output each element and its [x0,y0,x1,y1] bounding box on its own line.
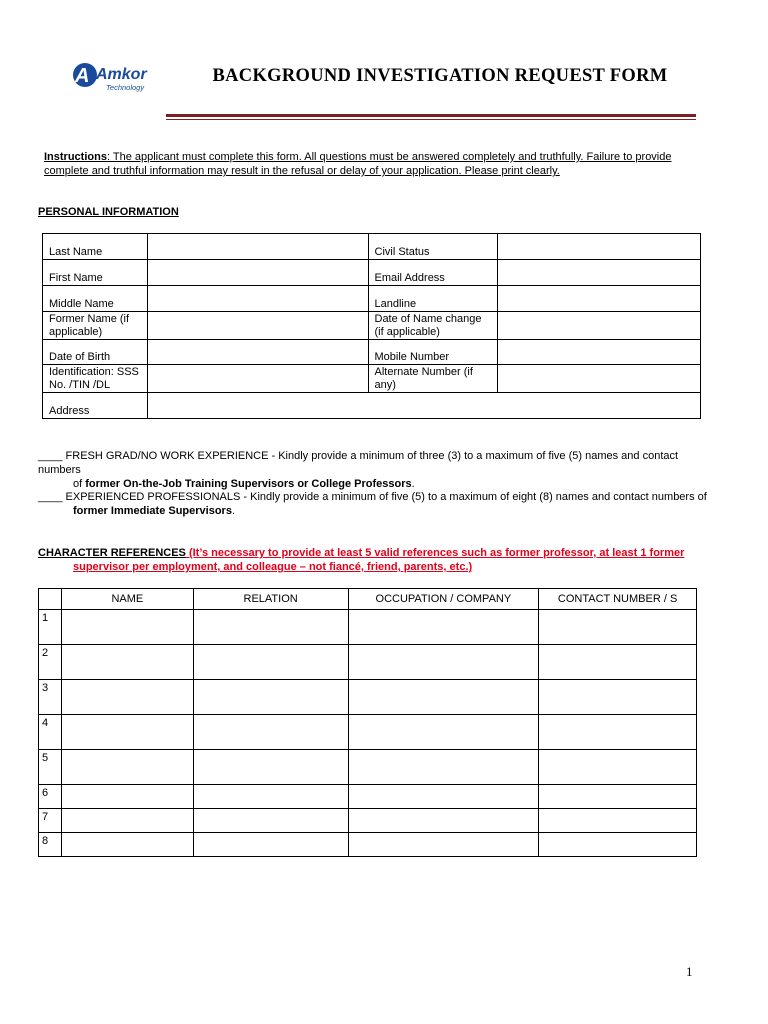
title-rule-thick [166,114,696,117]
ref-col-index [39,589,62,610]
ref-name-cell[interactable] [61,645,193,680]
last-name-field[interactable] [147,234,368,260]
alternate-number-field[interactable] [498,365,701,393]
name-change-date-label: Date of Name change (if applicable) [368,312,498,340]
ref-row-number: 7 [39,809,62,833]
ref-col-name: NAME [61,589,193,610]
ref-occupation-cell[interactable] [348,809,539,833]
address-label: Address [43,393,148,419]
logo-brand-text: Amkor [96,66,147,83]
amkor-logo [72,60,167,96]
character-references-heading [38,546,718,574]
table-row [39,833,697,857]
ref-contact-cell[interactable] [539,833,697,857]
ref-contact-cell[interactable] [539,750,697,785]
ref-row-number: 5 [39,750,62,785]
char-refs-note-2: supervisor per employment, and colleague – not fiancé, friend, parents, etc.) [73,561,473,573]
option-fresh-grad-of: of [73,478,86,490]
ref-col-relation: RELATION [193,589,348,610]
ref-name-cell[interactable] [61,610,193,645]
table-row [43,365,701,393]
table-row [39,610,697,645]
ref-header-row [39,589,697,610]
ref-contact-cell[interactable] [539,785,697,809]
ref-occupation-cell[interactable] [348,785,539,809]
ref-contact-cell[interactable] [539,610,697,645]
option-experienced-period: . [231,505,236,517]
ref-relation-cell[interactable] [193,833,348,857]
address-field[interactable] [147,393,700,419]
former-name-field[interactable] [147,312,368,340]
ref-row-number: 3 [39,680,62,715]
table-row [39,680,697,715]
personal-info-heading: PERSONAL INFORMATION [38,206,179,218]
character-references-table [38,588,697,857]
first-name-label: First Name [43,260,148,286]
ref-relation-cell[interactable] [193,645,348,680]
table-row [39,715,697,750]
former-name-label: Former Name (if applicable) [43,312,148,340]
ref-contact-cell[interactable] [539,680,697,715]
date-of-birth-label: Date of Birth [43,340,148,365]
option-fresh-grad-line2 [38,477,718,491]
option-experienced-bold: former Immediate Supervisors [73,505,232,517]
ref-col-contact: CONTACT NUMBER / S [539,589,697,610]
ref-occupation-cell[interactable] [348,715,539,750]
table-row [43,393,701,419]
email-address-label: Email Address [368,260,498,286]
ref-occupation-cell[interactable] [348,610,539,645]
char-refs-note-1: (It’s necessary to provide at least 5 valid references such as former professor, at least 1 former [185,547,685,559]
mobile-number-label: Mobile Number [368,340,498,365]
civil-status-label: Civil Status [368,234,498,260]
email-address-field[interactable] [498,260,701,286]
table-row [39,645,697,680]
instructions [44,150,684,178]
ref-relation-cell[interactable] [193,715,348,750]
option-experienced-line2 [38,504,718,518]
identification-field[interactable] [147,365,368,393]
ref-occupation-cell[interactable] [348,680,539,715]
ref-row-number: 8 [39,833,62,857]
option-fresh-grad-bold: former On-the-Job Training Supervisors or College Professors [85,478,412,490]
middle-name-label: Middle Name [43,286,148,312]
ref-name-cell[interactable] [61,750,193,785]
ref-occupation-cell[interactable] [348,645,539,680]
option-fresh-grad-text: ____ FRESH GRAD/NO WORK EXPERIENCE - Kindly provide a minimum of three (3) to a maximum of five (5) names and contact numbers [38,450,679,476]
ref-occupation-cell[interactable] [348,833,539,857]
ref-relation-cell[interactable] [193,750,348,785]
ref-relation-cell[interactable] [193,680,348,715]
page-number: 1 [686,964,693,979]
middle-name-field[interactable] [147,286,368,312]
civil-status-field[interactable] [498,234,701,260]
ref-row-number: 4 [39,715,62,750]
mobile-number-field[interactable] [498,340,701,365]
ref-occupation-cell[interactable] [348,750,539,785]
instructions-label: Instructions [44,151,107,163]
ref-relation-cell[interactable] [193,809,348,833]
table-row [39,785,697,809]
option-experienced-text: ____ EXPERIENCED PROFESSIONALS - Kindly provide a minimum of five (5) to a maximum of eight (8) names and contact numbers of [38,491,707,503]
ref-row-number: 6 [39,785,62,809]
table-row [39,809,697,833]
name-change-date-field[interactable] [498,312,701,340]
first-name-field[interactable] [147,260,368,286]
ref-row-number: 2 [39,645,62,680]
identification-label: Identification: SSS No. /TIN /DL [43,365,148,393]
svg-text:A: A [75,65,90,87]
ref-relation-cell[interactable] [193,785,348,809]
ref-contact-cell[interactable] [539,715,697,750]
table-row [43,312,701,340]
table-row [43,286,701,312]
ref-name-cell[interactable] [61,785,193,809]
table-row [43,340,701,365]
personal-info-table [42,233,701,419]
logo-sub-text: Technology [106,83,145,92]
option-fresh-grad-period: . [411,478,415,490]
ref-name-cell[interactable] [61,680,193,715]
ref-contact-cell[interactable] [539,645,697,680]
landline-field[interactable] [498,286,701,312]
option-fresh-grad [38,449,718,491]
ref-name-cell[interactable] [61,809,193,833]
ref-row-number: 1 [39,610,62,645]
form-title: BACKGROUND INVESTIGATION REQUEST FORM [212,66,668,86]
instructions-text: : The applicant must complete this form. All questions must be answered completely and truthfully. Failure to provide complete and truthful information may result in the refusal or delay of your application. Please print clearly. [44,151,672,177]
title-rule-thin [166,119,696,120]
ref-contact-cell[interactable] [539,809,697,833]
ref-relation-cell[interactable] [193,610,348,645]
last-name-label: Last Name [43,234,148,260]
table-row [43,260,701,286]
option-experienced [38,490,718,518]
alternate-number-label: Alternate Number (if any) [368,365,498,393]
ref-col-occupation: OCCUPATION / COMPANY [348,589,539,610]
table-row [43,234,701,260]
ref-name-cell[interactable] [61,833,193,857]
char-refs-label: CHARACTER REFERENCES [38,547,186,559]
ref-name-cell[interactable] [61,715,193,750]
landline-label: Landline [368,286,498,312]
table-row [39,750,697,785]
date-of-birth-field[interactable] [147,340,368,365]
